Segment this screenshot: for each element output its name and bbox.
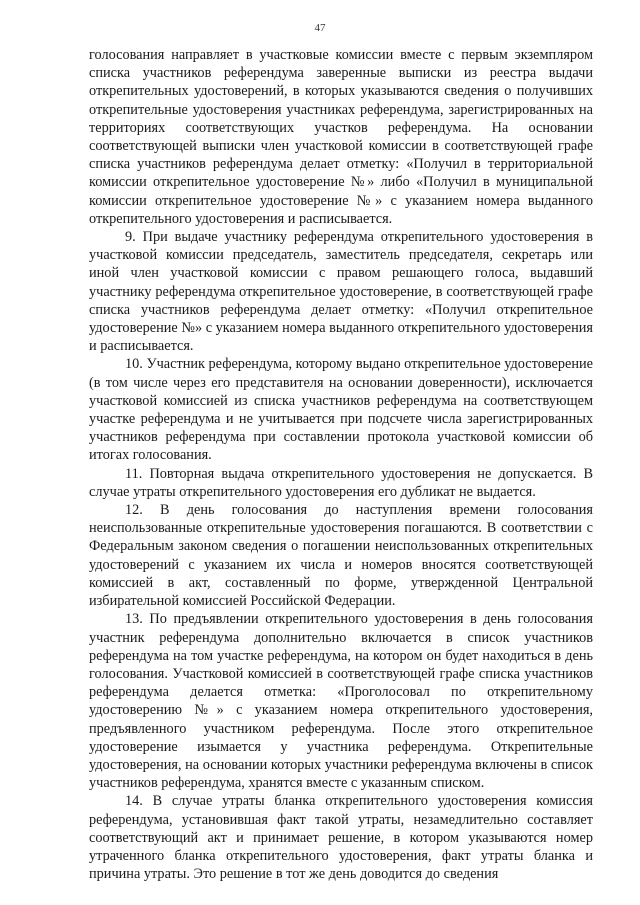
document-body xyxy=(89,46,593,883)
paragraph-continuation: голосования направляет в участковые комиссии вместе с первым экземпляром списка участников референдума заверенные выписки из реестра выдачи открепительных удостоверений, в которых указываются сведения о получивших открепительные удостоверения участниках референдума, зарегистрированных на территориях соответствующих участков референдума. На основании соответствующей выписки член участковой комиссии в соответствующей графе списка участников референдума делает отметку: «Получил в территориальной комиссии открепительное удостоверение №» либо «Получил в муниципальной комиссии открепительное удостоверение №» с указанием номера выданного открепительного удостоверения и расписывается. xyxy=(89,47,593,227)
paragraph-item-14: 14. В случае утраты бланка открепительного удостоверения комиссия референдума, установившая факт такой утраты, незамедлительно составляет соответствующий акт и принимает решение, в котором указываются номер утраченного бланка открепительного удостоверения, факт утраты бланка и причина утраты. Это решение в тот же день доводится до сведения xyxy=(89,793,593,883)
paragraph-item-12: 12. В день голосования до наступления времени голосования неиспользованные открепительные удостоверения погашаются. В соответствии с Федеральным законом сведения о погашении неиспользованных открепительных удостоверений с указанием их числа и номеров вносятся соответствующей комиссией в акт, составленный по форме, утвержденной Центральной избирательной комиссией Российской Федерации. xyxy=(89,502,593,610)
paragraph-item-9: 9. При выдаче участнику референдума открепительного удостоверения в участковой комиссии председатель, заместитель председателя, секретарь или иной член участковой комиссии с правом решающего голоса, выдавший участнику референдума открепительное удостоверение, в соответствующей графе списка участников референдума делает отметку: «Получил открепительное удостоверение №» с указанием номера выданного открепительного удостоверения и расписывается. xyxy=(89,229,593,355)
paragraph-item-11: 11. Повторная выдача открепительного удостоверения не допускается. В случае утраты открепительного удостоверения его дубликат не выдается. xyxy=(89,465,593,500)
paragraph-item-10: 10. Участник референдума, которому выдано открепительное удостоверение (в том числе через его представителя на основании доверенности), исключается участковой комиссией из списка участников референдума на соответствующем участке референдума и не учитывается при подсчете числа зарегистрированных участников референдума при составлении протокола участковой комиссии об итогах голосования. xyxy=(89,356,593,464)
paragraph-item-13: 13. По предъявлении открепительного удостоверения в день голосования участник референдума дополнительно включается в список участников референдума на том участке референдума, на котором он будет находиться в день голосования. Участковой комиссией в соответствующей графе списка участников референдума делается отметка: «Проголосовал по открепительному удостоверению №» с указанием номера открепительного удостоверения, предъявленного участником референдума. После этого открепительное удостоверение изымается у участника референдума. Открепительные удостоверения, на основании которых участники референдума включены в список участников референдума, хранятся вместе с указанным списком. xyxy=(89,611,593,792)
page-number: 47 xyxy=(314,22,326,34)
